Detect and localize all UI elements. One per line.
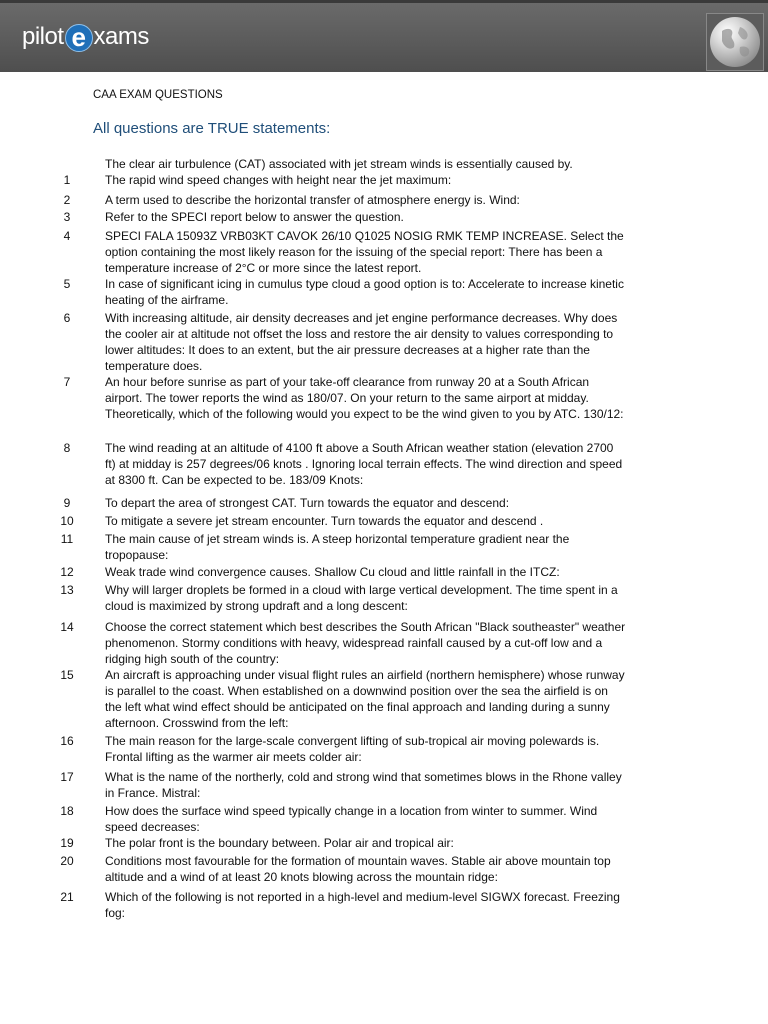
question-number: 20 [60, 854, 74, 868]
question-number: 16 [60, 734, 74, 748]
globe-icon [710, 17, 760, 67]
question-number: 12 [60, 565, 74, 579]
question-text: Conditions most favourable for the formation of mountain waves. Stable air above mountain top altitude and a wind of at least 20 knots blowing across the mountain ridge: [105, 854, 611, 884]
question-text: An aircraft is approaching under visual flight rules an airfield (northern hemisphere) whose runway is parallel to the coast. When established on a downwind position over the sea the airfield is on the left what wind effect should be anticipated on the final approach and landing during a sunny afternoon. Crosswind from the left: [105, 668, 625, 730]
question-number: 14 [60, 620, 74, 634]
question-text: To mitigate a severe jet stream encounter. Turn towards the equator and descend . [105, 514, 544, 528]
question-number: 21 [60, 890, 74, 904]
question-number: 15 [60, 668, 74, 682]
question-text: Refer to the SPECI report below to answer the question. [105, 210, 404, 224]
question-number: 10 [60, 514, 74, 528]
question-text: What is the name of the northerly, cold and strong wind that sometimes blows in the Rhone valley in France. Mistral: [105, 770, 622, 800]
question-text: How does the surface wind speed typically change in a location from winter to summer. Wind speed decreases: [105, 804, 598, 834]
question-number: 7 [63, 375, 71, 389]
header-bar [0, 0, 768, 72]
question-number: 8 [63, 441, 71, 455]
question-text: Why will larger droplets be formed in a cloud with large vertical development. The time spent in a cloud is maximized by strong updraft and a long descent: [105, 583, 618, 613]
question-number: 3 [63, 210, 71, 224]
question-number: 19 [60, 836, 74, 850]
intro-statement: The clear air turbulence (CAT) associated with jet stream winds is essentially caused by. [105, 157, 573, 171]
question-number: 2 [63, 193, 71, 207]
question-text: The wind reading at an altitude of 4100 ft above a South African weather station (elevation 2700 ft) at midday is 257 degrees/06 knots . Ignoring local terrain effects. The wind direction and speed at 8300 ft. Can be expected to be. 183/09 Knots: [105, 441, 623, 487]
question-text: Weak trade wind convergence causes. Shallow Cu cloud and little rainfall in the ITCZ: [105, 565, 560, 579]
question-number: 5 [63, 277, 71, 291]
pilotexams-logo: pilot e xams [22, 22, 149, 52]
question-text: In case of significant icing in cumulus type cloud a good option is to: Accelerate to increase kinetic heating of the airframe. [105, 277, 624, 307]
question-number: 11 [60, 532, 74, 546]
question-text: Which of the following is not reported in a high-level and medium-level SIGWX forecast. Freezing fog: [105, 890, 620, 920]
question-number: 18 [60, 804, 74, 818]
globe-logo-box [706, 13, 764, 71]
question-text: The main reason for the large-scale convergent lifting of sub-tropical air moving polewards is. Frontal lifting as the warmer air meets colder air: [105, 734, 600, 764]
question-text: The polar front is the boundary between. Polar air and tropical air: [105, 836, 454, 850]
question-number: 6 [63, 311, 71, 325]
question-text: With increasing altitude, air density decreases and jet engine performance decreases. Why does the cooler air at altitude not offset the loss and restore the air density to values corresponding to lower altitudes: It does to an extent, but the air pressure decreases at a higher rate than the temperature does. [105, 311, 618, 373]
document-label: CAA EXAM QUESTIONS [93, 89, 223, 101]
question-number: 13 [60, 583, 74, 597]
question-text: To depart the area of strongest CAT. Turn towards the equator and descend: [105, 496, 510, 510]
question-number: 17 [60, 770, 74, 784]
page-heading: All questions are TRUE statements: [93, 120, 331, 137]
question-text: A term used to describe the horizontal transfer of atmosphere energy is. Wind: [105, 193, 520, 207]
question-text: The rapid wind speed changes with height near the jet maximum: [105, 173, 452, 187]
question-text: Choose the correct statement which best describes the South African "Black southeaster" weather phenomenon. Stormy conditions with heavy, widespread rainfall caused by a cut-off low and a ridging high south of the country: [105, 620, 626, 666]
question-number: 9 [63, 496, 71, 510]
question-number: 4 [63, 229, 71, 243]
question-number: 1 [63, 173, 71, 187]
question-text: The main cause of jet stream winds is. A steep horizontal temperature gradient near the tropopause: [105, 532, 570, 562]
question-text: SPECI FALA 15093Z VRB03KT CAVOK 26/10 Q1025 NOSIG RMK TEMP INCREASE. Select the option containing the most likely reason for the issuing of the special report: There has been a temperature increase of 2°C or more since the latest report. [105, 229, 624, 275]
question-text: An hour before sunrise as part of your take-off clearance from runway 20 at a South African airport. The tower reports the wind as 180/07. On your return to the same airport at midday. Theoretically, which of the following would you expect to be the wind given to you by ATC. 130/12: [105, 375, 624, 421]
